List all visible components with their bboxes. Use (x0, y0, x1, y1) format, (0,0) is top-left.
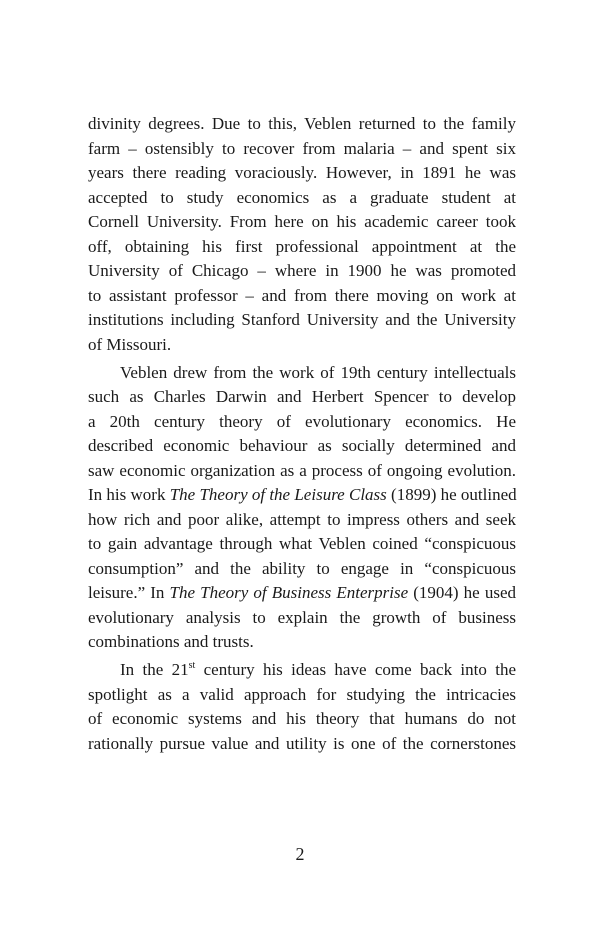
text-line (88, 483, 516, 508)
text-run: combinations and trusts. (88, 632, 254, 651)
text-line (88, 532, 516, 557)
text-line (88, 732, 516, 757)
text-line (88, 606, 516, 631)
text-line (88, 210, 516, 235)
text-run: how rich and poor alike, attempt to impress others and seek (88, 509, 516, 529)
text-line (88, 508, 516, 533)
text-run: farm – ostensibly to recover from malaria – and spent six (88, 138, 516, 158)
text-run: to gain advantage through what Veblen coined “conspicuous (88, 534, 516, 553)
text-line (88, 658, 516, 683)
text-run: described economic behaviour as socially determined and (88, 436, 516, 455)
paragraph (88, 658, 516, 756)
text-run: accepted to study economics as a graduate student at (88, 187, 516, 207)
text-run: Veblen drew from the work of 19th century intellectuals (120, 362, 516, 382)
text-run: Cornell University. From here on his academic career took (88, 212, 516, 231)
text-run: (1899) he outlined (386, 485, 517, 504)
text-run: consumption” and the ability to engage in “conspicuous (88, 558, 516, 578)
text-line (88, 459, 516, 484)
text-line (88, 434, 516, 459)
text-run: such as Charles Darwin and Herbert Spencer to develop (88, 387, 516, 406)
text-run: spotlight as a valid approach for studying the intricacies (88, 684, 516, 704)
text-run: years there reading voraciously. However, in 1891 he was (88, 163, 516, 182)
text-run: In his work (88, 485, 170, 504)
text-run: institutions including Stanford University and the University (88, 310, 516, 329)
text-run: century his ideas have come back into the (195, 660, 516, 679)
body-text (88, 112, 516, 760)
text-line (88, 186, 516, 211)
text-line (88, 410, 516, 435)
text-run: In the 21 (120, 660, 189, 679)
text-run: leisure.” In (88, 583, 170, 602)
paragraph (88, 112, 516, 357)
text-run: divinity degrees. Due to this, Veblen returned to the family (88, 114, 516, 133)
text-run: a 20th century theory of evolutionary economics. He (88, 411, 516, 431)
text-line (88, 581, 516, 606)
text-line (88, 333, 516, 358)
text-run: University of Chicago – where in 1900 he was promoted (88, 261, 516, 280)
text-line (88, 557, 516, 582)
text-line (88, 161, 516, 186)
book-title: The Theory of Business Enterprise (169, 583, 409, 602)
book-title: The Theory of the Leisure Class (169, 485, 387, 504)
text-run: off, obtaining his first professional appointment at the (88, 236, 516, 256)
text-run: (1904) he used (408, 583, 516, 602)
superscript: st (188, 660, 196, 671)
text-run: saw economic organization as a process of ongoing evolution. (88, 460, 516, 480)
text-run: evolutionary analysis to explain the growth of business (88, 607, 516, 627)
text-run: rationally pursue value and utility is one of the cornerstones (88, 733, 516, 753)
text-line (88, 235, 516, 260)
text-line (88, 259, 516, 284)
text-line (88, 137, 516, 162)
text-line (88, 361, 516, 386)
page-number: 2 (295, 844, 305, 864)
text-run: to assistant professor – and from there moving on work at (88, 285, 516, 305)
text-run: of Missouri. (88, 334, 172, 354)
paragraph (88, 361, 516, 655)
text-line (88, 308, 516, 333)
text-line (88, 112, 516, 137)
text-line (88, 385, 516, 410)
text-line (88, 630, 516, 655)
text-line (88, 284, 516, 309)
text-line (88, 683, 516, 708)
text-run: of economic systems and his theory that humans do not (88, 709, 516, 728)
text-line (88, 707, 516, 732)
